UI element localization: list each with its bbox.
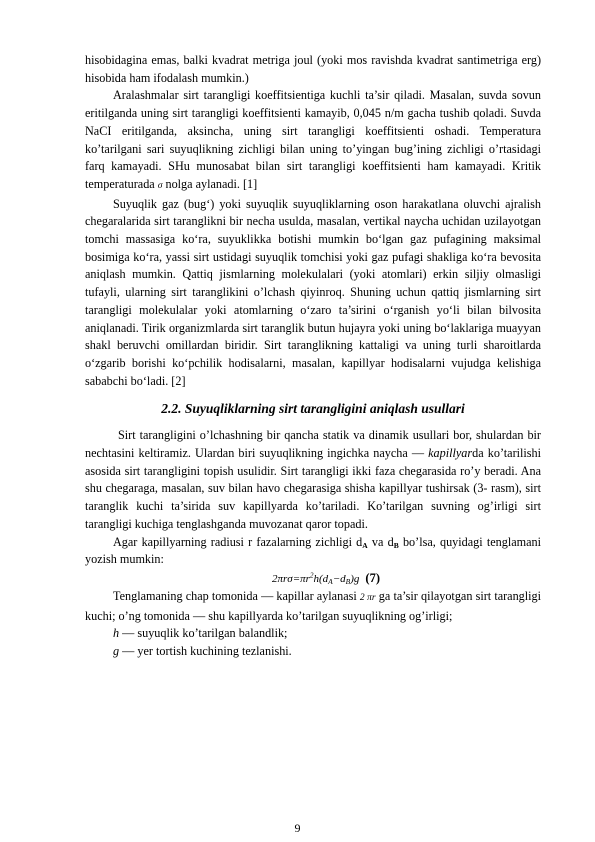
section-heading: 2.2. Suyuqliklarning sirt tarangligini aniqlash usullari [161, 401, 465, 417]
formula-7 [85, 569, 541, 588]
sigma-symbol: σ [157, 180, 163, 191]
formula-minus: −d [332, 572, 346, 585]
paragraph-2-end: nolga aylanadi. [1] [165, 176, 258, 191]
paragraph-6-end: ga ta’sir qilayotgan sirt tarangligi kuchi; o’ng tomonida — shu kapillyarda ko’tarilgan suyuqlikning og’irligi; [85, 588, 542, 623]
formula-rhs-end: )g [350, 572, 360, 585]
paragraph-1: hisobidagina emas, balki kvadrat metriga joul (yoki mos ravishda kvadrat santimetriga erg) hisobida ham ifodalash mumkin.) [85, 53, 541, 85]
formula-sub-a: A [328, 576, 333, 586]
formula-lhs: 2πrσ=πr [272, 572, 310, 585]
paragraph-6-start: Tenglamaning chap tomonida — kapillar aylanasi [113, 588, 357, 603]
paragraph-4 [85, 427, 541, 533]
symbol-g: g [113, 644, 120, 659]
definition-g [85, 643, 541, 661]
formula-number: (7) [365, 570, 380, 585]
subscript-b: B [393, 540, 399, 550]
paragraph-2 [85, 87, 541, 195]
symbol-h: h [113, 626, 120, 641]
formula-sub-b: B [345, 576, 351, 586]
subscript-a: A [362, 540, 368, 550]
definition-g-text: — yer tortish kuchining tezlanishi. [122, 644, 292, 659]
page-number: 9 [294, 821, 301, 835]
paragraph-4-end: da ko’tarilishi asosida sirt tarangligini topish usulidir. Sirt tarangligi ikki faza chegarasida ro’y beradi. Ana shu chegaraga, masalan, suv bilan havo chegarasiga shisha kapillyar tushirsak (3- rasm), sirt taranglik kuchi ta’sirida suv kapillyarda ko’tariladi. Ko’tarilgan suvning og’irligi sirt tarangligi kuchiga tenglashganda muvozanat qaror topadi. [85, 446, 542, 531]
definition-h [85, 625, 541, 643]
paragraph-2-text: Aralashmalar sirt tarangligi koeffitsientiga kuchli ta’sir qiladi. Masalan, suvda sovun eritilganda uning sirt tarangligi koeffitsienti kamayib, 0,045 n/m gacha tushib qoladi. Suvda NaCI eritilganda, aksincha, uning sirt tarangligi koeffitsienti oshadi. Temperatura ko’tarilgani sari suyuqlikning zichligi bilan uning to’yingan bug’ining zichligi o’rtasidagi farq kamayadi. SHu munosabat bilan sirt tarangligi koeffitsienti ham kamayadi. Kritik temperaturada [85, 88, 541, 191]
paragraph-5-start: Agar kapillyarning radiusi r fazalarning zichligi d [113, 534, 363, 549]
page-content [85, 52, 541, 661]
paragraph-5-mid: va d [367, 534, 394, 549]
paragraph-5 [85, 534, 541, 569]
paragraph-3: Suyuqlik gaz (bug‘) yoki suyuqlik suyuqliklarning oson harakatlana oluvchi ajralish chegaralarida sirt taranglikni bir necha usulda, masalan, vertikal naycha uchidan uzilayotgan tomchi massasiga ko‘ra, suyuklikka botishi mumkin bo‘lgan gaz pufagining maksimal bosimiga ko‘ra, yassi sirt ustidagi suyuqlik tomchisi yoki gaz pufagi shakliga ko‘ra bevosita aniqlash mumkin. Qattiq jismlarning molekulalari (yoki atomlari) erkin siljiy olmasligi tufayli, ularning sirt taranglikini o’lchash qiyinroq. Shuning uchun qattiq jismlarning sirt tarangligi molekulalar yoki atomlarning o‘zaro ta’sirini o‘rganish yo‘li bilan bilvosita aniqlanadi. Tirik organizmlarda sirt taranglik butun hujayra yoki uning bo‘laklariga muayyan shakl beruvchi omillardan biridir. Sirt taranglikning kattaligi va uning turli sharoitlarda o‘zgarib borishi ko‘pchilik hodisalarni, masalan, kapillyar hodisalarni vujudga kelishiga sababchi bo‘ladi. [2] [85, 196, 541, 388]
definition-h-text: — suyuqlik ko’tarilgan balandlik; [122, 626, 288, 641]
paragraph-5-end: bo’lsa, quyidagi tenglamani yozish mumkin: [85, 534, 541, 567]
paragraph-6 [85, 588, 541, 625]
formula-exponent: 2 [309, 571, 314, 580]
paragraph-4-start: Sirt tarangligini o’lchashning bir qancha statik va dinamik usullari bor, shulardan bir nechtasini keltiramiz. Ulardan biri suyuqlikning ingichka naycha — [85, 428, 541, 461]
inline-2pir: 2 πr [359, 592, 376, 603]
formula-rhs: h(d [313, 572, 329, 585]
kapillyar-term: kapillyar [428, 446, 473, 461]
